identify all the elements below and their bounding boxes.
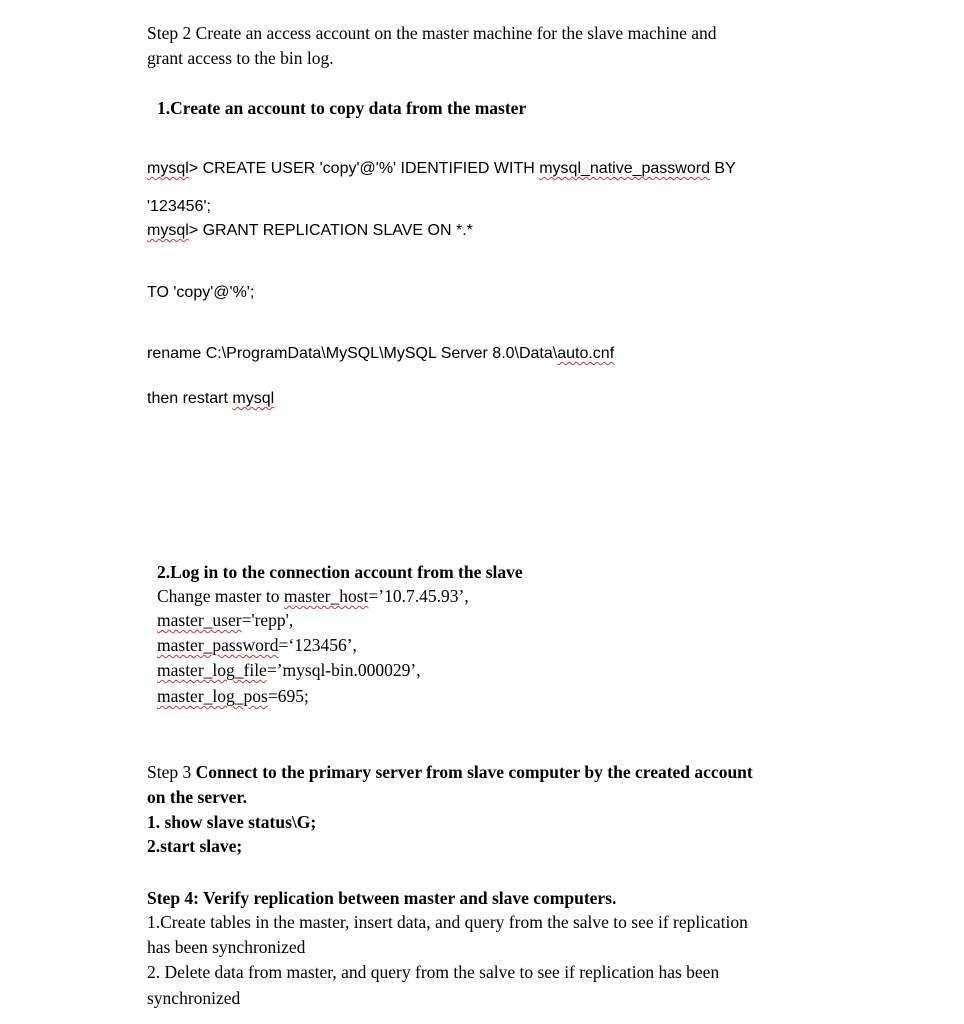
auto-cnf-file: auto.cnf	[557, 345, 615, 362]
mysql-prompt: mysql	[147, 222, 189, 239]
step3-title-line-2: on the server.	[147, 787, 247, 807]
master-log-file-line: master_log_file=’mysql-bin.000029’,	[157, 660, 421, 680]
rename-command: rename C:\ProgramData\MySQL\MySQL Server 8.0\Data\auto.cnf	[147, 345, 615, 362]
master-user-line: master_user='repp',	[157, 610, 294, 630]
section2-heading: 2.Log in to the connection account from the slave	[157, 562, 523, 582]
mysql-prompt: mysql	[147, 160, 189, 177]
restart-instruction: then restart mysql	[147, 390, 275, 407]
step4-title: Step 4: Verify replication between master and slave computers.	[147, 888, 617, 908]
create-user-command: mysql> CREATE USER 'copy'@'%' IDENTIFIED WITH mysql_native_password BY	[147, 160, 736, 177]
change-master-line: Change master to master_host=’10.7.45.93’,	[157, 586, 469, 606]
step3-title-line-1: Step 3 Connect to the primary server from slave computer by the created account	[147, 762, 753, 782]
step3-item-2: 2.start slave;	[147, 836, 243, 856]
auth-plugin: mysql_native_password	[539, 160, 710, 177]
step2-line-1: Step 2 Create an access account on the master machine for the slave machine and	[147, 23, 717, 43]
step4-item1-line1: 1.Create tables in the master, insert data, and query from the salve to see if replication	[147, 912, 748, 932]
step4-item2-line2: synchronized	[147, 988, 241, 1008]
step4-item2-line1: 2. Delete data from master, and query from the salve to see if replication has been	[147, 962, 720, 982]
step4-item1-line2: has been synchronized	[147, 937, 306, 957]
grant-command: mysql> GRANT REPLICATION SLAVE ON *.*	[147, 222, 473, 239]
master-password-line: master_password=‘123456’,	[157, 635, 357, 655]
section1-heading: 1.Create an account to copy data from the master	[157, 98, 527, 118]
master-log-pos-line: master_log_pos=695;	[157, 686, 309, 706]
grant-target: TO 'copy'@'%';	[147, 284, 255, 301]
step3-item-1: 1. show slave status\G;	[147, 812, 317, 832]
mysql-word: mysql	[232, 390, 275, 407]
step2-line-2: grant access to the bin log.	[147, 48, 334, 68]
create-user-password: '123456';	[147, 198, 211, 215]
